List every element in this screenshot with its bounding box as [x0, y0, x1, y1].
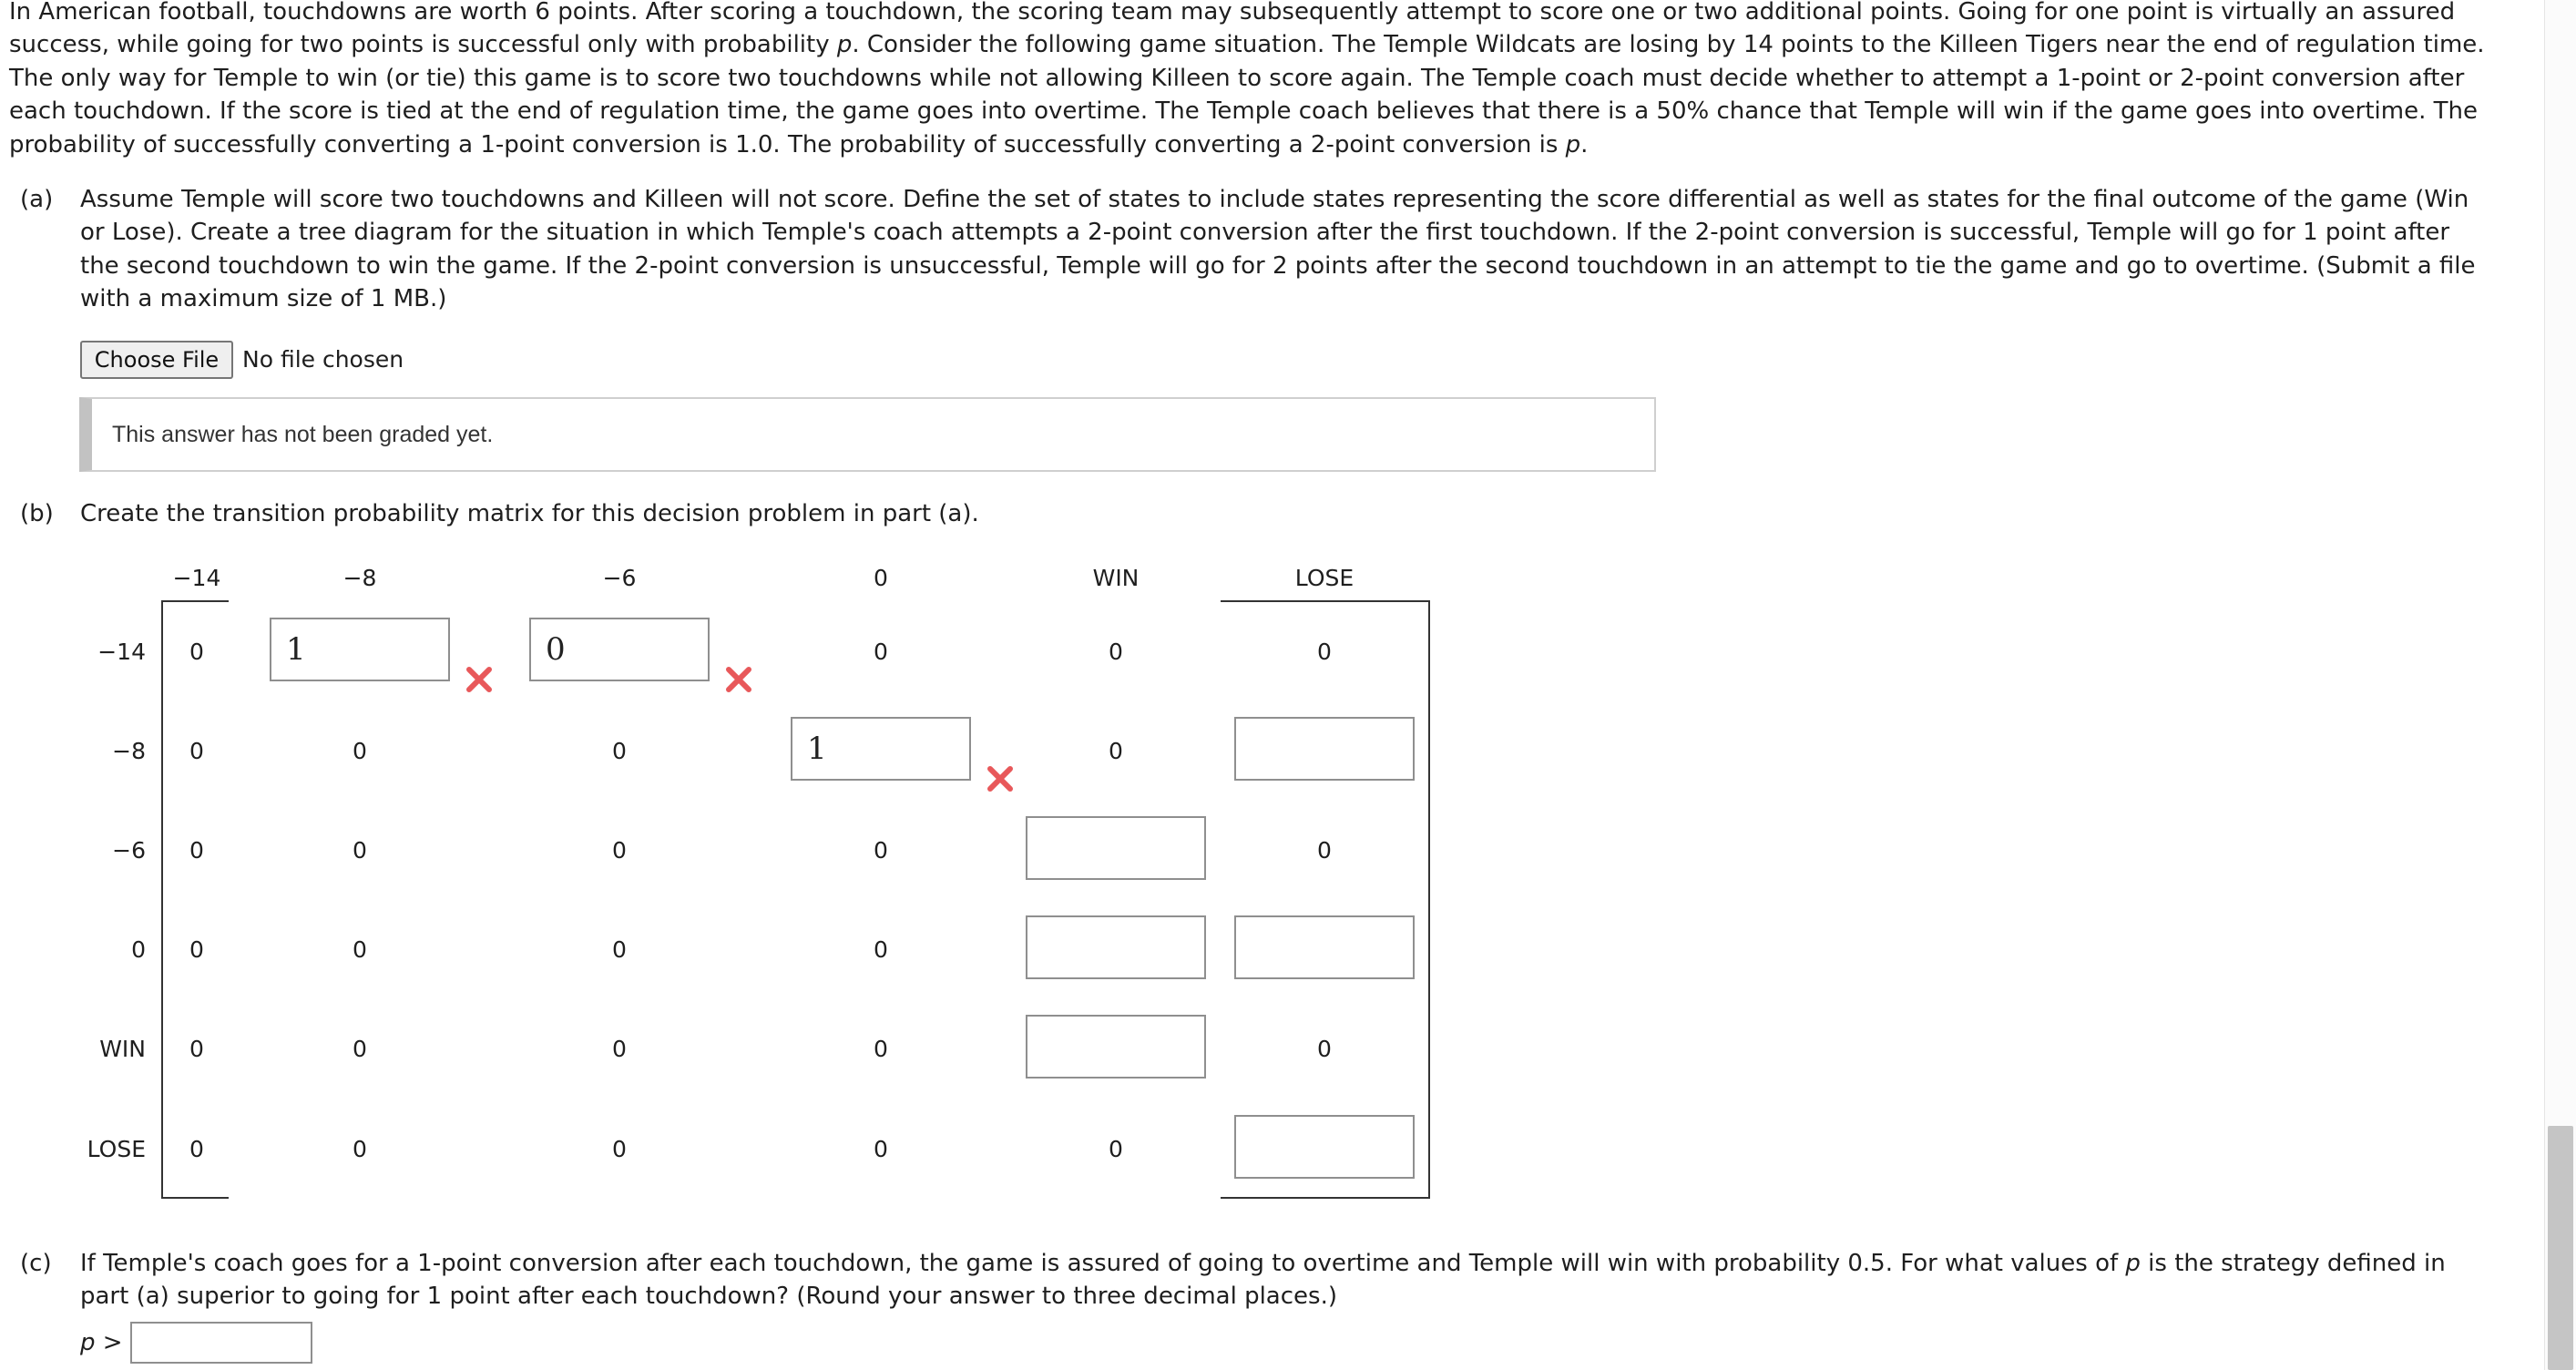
matrix-cell: 0 [353, 1036, 367, 1062]
incorrect-icon [465, 666, 493, 693]
matrix-input[interactable] [529, 618, 710, 681]
intro-p-symbol-1: p [836, 31, 853, 59]
matrix-cell: 0 [612, 1136, 627, 1162]
matrix-row-header: −8 [112, 738, 146, 764]
matrix-row-header: −14 [97, 639, 146, 665]
matrix-col-header: 0 [874, 565, 888, 591]
matrix-cell: 0 [874, 639, 888, 665]
matrix-cell: 0 [612, 936, 627, 963]
matrix-cell: 0 [612, 738, 627, 764]
matrix-input[interactable] [1026, 1015, 1206, 1079]
matrix-right-bracket [1428, 600, 1430, 1199]
matrix-cell: 0 [874, 1136, 888, 1162]
matrix-cell: 0 [353, 936, 367, 963]
matrix-col-header: WIN [1092, 565, 1140, 591]
p-answer-symbol: p [80, 1329, 96, 1356]
matrix-cell: 0 [353, 1136, 367, 1162]
matrix-row-header: −6 [112, 837, 146, 864]
matrix-cell: 0 [189, 936, 204, 963]
matrix-right-bracket-bottom [1221, 1197, 1430, 1199]
matrix-cell: 0 [1317, 1036, 1332, 1062]
part-b-label: (b) [20, 500, 54, 527]
matrix-cell: 0 [1109, 1136, 1123, 1162]
matrix-row-header: 0 [131, 936, 146, 963]
matrix-cell: 0 [189, 1036, 204, 1062]
matrix-cell: 0 [189, 639, 204, 665]
matrix-left-bracket-top [161, 600, 229, 602]
grade-status-text: This answer has not been graded yet. [112, 422, 494, 447]
matrix-col-header: LOSE [1294, 565, 1354, 591]
part-a-label: (a) [20, 186, 54, 213]
matrix-row-header: WIN [99, 1036, 146, 1062]
matrix-cell: 0 [189, 837, 204, 864]
incorrect-icon [725, 666, 752, 693]
part-b-text: Create the transition probability matrix for this decision problem in part (a). [80, 500, 979, 527]
matrix-input[interactable] [270, 618, 450, 681]
matrix-cell: 0 [1109, 738, 1123, 764]
choose-file-button[interactable]: Choose File [80, 341, 233, 379]
matrix-left-bracket-bottom [161, 1197, 229, 1199]
p-answer-operator: > [95, 1329, 123, 1356]
intro-p-symbol-2: p [1565, 130, 1581, 158]
matrix-input[interactable] [1234, 717, 1415, 781]
intro-text-2: . Consider the following game situation. The Temple Wildcats are losing by 14 points to the Killeen Tigers near the end of regulation time. The only way for Temple to win (or tie) this game is to score two touchdowns while not allowing Killeen to score again. The Temple coach must decide whether to attempt a 1-point or 2-point conversion after each touchdown. If the score is tied at the end of regulation time, the game goes into overtime. The Temple coach believes that there is a 50% chance that Temple will win if the game goes into overtime. The probability of successfully converting a 1-point conversion is 1.0. The probability of successfully converting a 2-point conversion is [9, 31, 2485, 158]
matrix-col-header: −8 [342, 565, 377, 591]
intro-paragraph [9, 0, 2487, 161]
matrix-cell: 0 [189, 738, 204, 764]
part-c-text-2: is the strategy defined in part (a) superior to going for 1 point after each touchdown? (Round your answer to three decimal places.) [80, 1250, 2446, 1311]
scrollbar-thumb[interactable] [2548, 1126, 2573, 1370]
matrix-input[interactable] [1234, 915, 1415, 979]
matrix-col-header: −14 [172, 565, 221, 591]
matrix-cell: 0 [612, 1036, 627, 1062]
matrix-cell: 0 [1317, 837, 1332, 864]
matrix-cell: 0 [189, 1136, 204, 1162]
matrix-input[interactable] [1234, 1115, 1415, 1179]
matrix-right-bracket-top [1221, 600, 1430, 602]
matrix-cell: 0 [1317, 639, 1332, 665]
part-c-label: (c) [20, 1250, 52, 1277]
intro-text-3: . [1580, 130, 1589, 158]
incorrect-icon [986, 765, 1014, 792]
matrix-cell: 0 [1109, 639, 1123, 665]
part-c-p-symbol: p [2125, 1250, 2141, 1277]
matrix-cell: 0 [353, 738, 367, 764]
part-c-text [80, 1247, 2476, 1314]
p-answer-prefix [80, 1326, 123, 1359]
matrix-cell: 0 [874, 936, 888, 963]
part-a-text: Assume Temple will score two touchdowns and Killeen will not score. Define the set of states to include states representing the score differential as well as states for the final outcome of the game (Win or Lose). Create a tree diagram for the situation in which Temple's coach attempts a 2-point conversion after the first touchdown. If the 2-point conversion is successful, Temple will go for 1 point after the second touchdown to win the game. If the 2-point conversion is unsuccessful, Temple will go for 2 points after the second touchdown in an attempt to tie the game and go to overtime. (Submit a file with a maximum size of 1 MB.) [80, 186, 2476, 313]
matrix-left-bracket [161, 600, 163, 1199]
p-answer-input[interactable] [130, 1322, 312, 1364]
matrix-cell: 0 [874, 1036, 888, 1062]
matrix-row-header: LOSE [87, 1136, 146, 1162]
part-c-text-1: If Temple's coach goes for a 1-point conversion after each touchdown, the game is assured of going to overtime and Temple will win with probability 0.5. For what values of [80, 1250, 2126, 1277]
matrix-cell: 0 [874, 837, 888, 864]
intro-text-1: In American football, touchdowns are worth 6 points. After scoring a touchdown, the scoring team may subsequently attempt to score one or two additional points. Going for one point is virtually an assured success, while going for two points is successful only with probability [9, 0, 2456, 59]
matrix-input[interactable] [791, 717, 971, 781]
matrix-cell: 0 [353, 837, 367, 864]
no-file-status: No file chosen [242, 346, 404, 373]
matrix-col-header: −6 [602, 565, 637, 591]
matrix-input[interactable] [1026, 816, 1206, 880]
matrix-cell: 0 [612, 837, 627, 864]
matrix-input[interactable] [1026, 915, 1206, 979]
